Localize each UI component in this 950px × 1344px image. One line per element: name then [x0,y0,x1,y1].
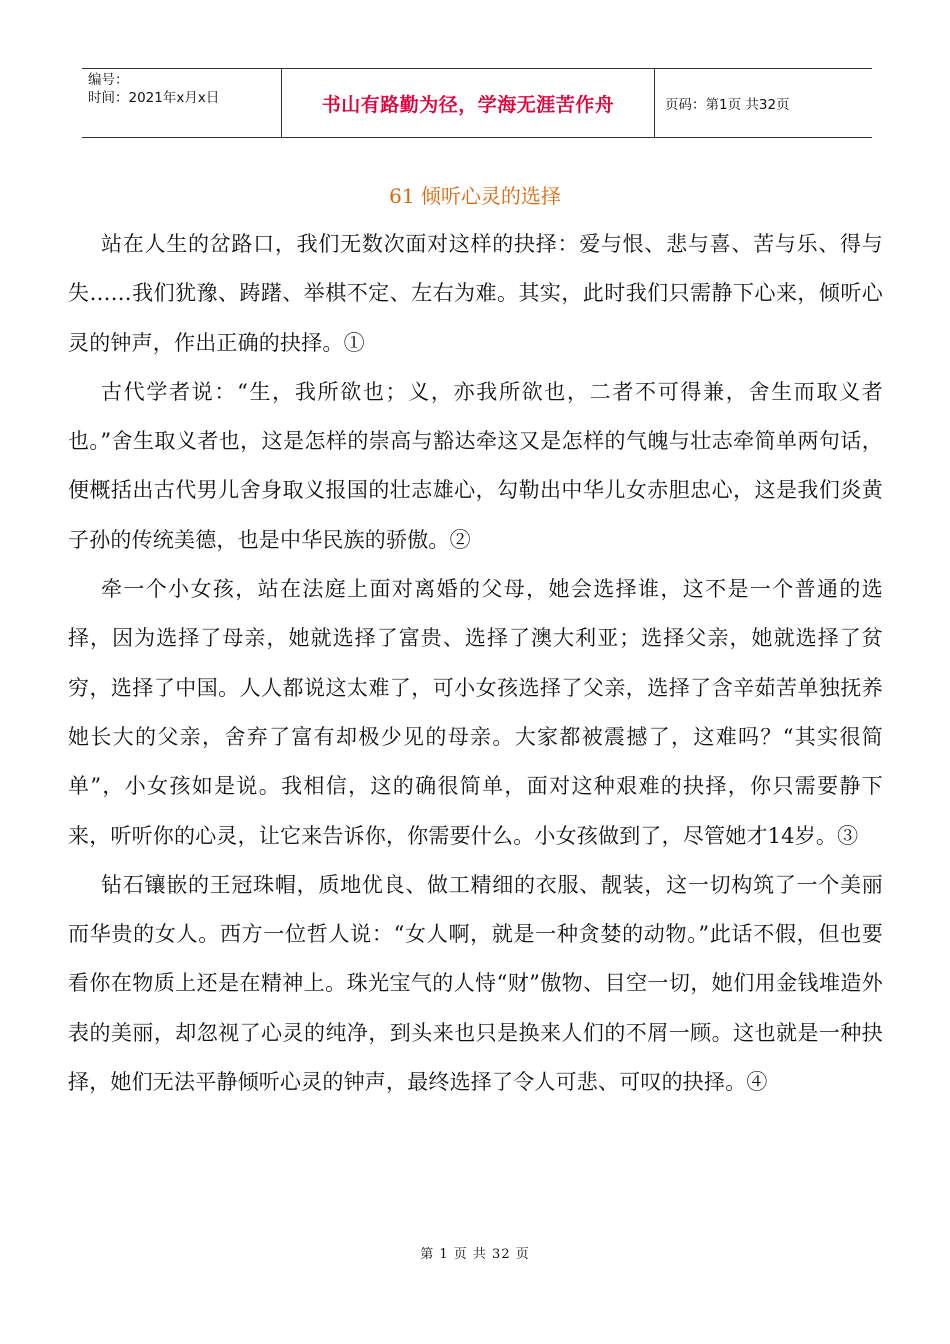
paragraph-2: 古代学者说：“生，我所欲也；义，亦我所欲也，二者不可得兼，舍生而取义者也。”舍生取义者也，这是怎样的崇高与豁达牵这又是怎样的气魄与壮志牵简单两句话，便概括出古代男儿舍身取义报国的壮志雄心，勾勒出中华儿女赤胆忠心，这是我们炎黄子孙的传统美德，也是中华民族的骄傲。② [68,379,883,552]
header-meta [82,69,282,137]
motto: 书山有路勤为径，学海无涯苦作舟 [282,69,655,137]
page-info: 页码：第1页 共32页 [665,97,790,113]
paragraph-1: 站在人生的岔路口，我们无数次面对这样的抉择：爱与恨、悲与喜、苦与乐、得与失……我们犹豫、踌躇、举棋不定、左右为难。其实，此时我们只需静下心来，倾听心灵的钟声，作出正确的抉择。① [68,232,883,355]
paragraph-4: 钻石镶嵌的王冠珠帽，质地优良、做工精细的衣服、靓装，这一切构筑了一个美丽而华贵的女人。西方一位哲人说：“女人啊，就是一种贪婪的动物。”此话不假，但也要看你在物质上还是在精神上。珠光宝气的人恃“财”傲物、目空一切，她们用金钱堆造外表的美丽，却忽视了心灵的纯净，到头来也只是换来人们的不屑一顾。这也就是一种抉择，她们无法平静倾听心灵的钟声，最终选择了令人可悲、可叹的抉择。④ [68,872,883,1095]
article-title: 61 倾听心灵的选择 [389,184,561,208]
article-body [68,220,883,1107]
time-label: 时间：2021年x月x日 [88,90,220,106]
paragraph-3: 牵一个小女孩，站在法庭上面对离婚的父母，她会选择谁，这不是一个普通的选择，因为选择了母亲，她就选择了富贵、选择了澳大利亚；选择父亲，她就选择了贫穷，选择了中国。人人都说这太难了，可小女孩选择了父亲，选择了含辛茹苦单独抚养她长大的父亲，舍弃了富有却极少见的母亲。大家都被震撼了，这难吗？“其实很简单”，小女孩如是说。我相信，这的确很简单，面对这种艰难的抉择，你只需要静下来，听听你的心灵，让它来告诉你，你需要什么。小女孩做到了，尽管她才14岁。③ [68,577,883,848]
header-table [82,68,872,138]
page-footer: 第 1 页 共 32 页 [420,1247,530,1262]
number-label: 编号： [88,72,129,88]
